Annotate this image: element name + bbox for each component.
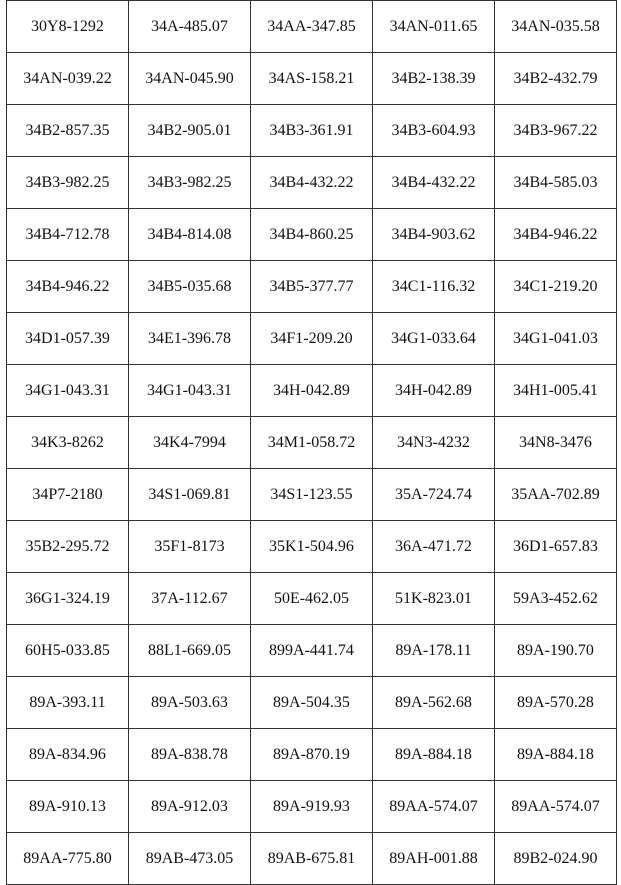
table-cell: 34S1-123.55 bbox=[251, 469, 373, 521]
table-cell: 34B2-905.01 bbox=[129, 105, 251, 157]
table-cell: 34S1-069.81 bbox=[129, 469, 251, 521]
table-row bbox=[7, 105, 617, 157]
table-cell: 34B4-946.22 bbox=[7, 261, 129, 313]
table-cell: 34B3-982.25 bbox=[129, 157, 251, 209]
table-cell: 89A-912.03 bbox=[129, 781, 251, 833]
table-cell: 34AA-347.85 bbox=[251, 1, 373, 53]
table-cell: 34D1-057.39 bbox=[7, 313, 129, 365]
table-body bbox=[7, 1, 617, 885]
table-row bbox=[7, 53, 617, 105]
table-row bbox=[7, 365, 617, 417]
table-cell: 34AN-045.90 bbox=[129, 53, 251, 105]
table-cell: 34B2-138.39 bbox=[373, 53, 495, 105]
table-row bbox=[7, 781, 617, 833]
table-cell: 34B4-432.22 bbox=[251, 157, 373, 209]
table-row bbox=[7, 833, 617, 885]
table-row bbox=[7, 469, 617, 521]
table-cell: 59A3-452.62 bbox=[495, 573, 617, 625]
table-cell: 34B4-903.62 bbox=[373, 209, 495, 261]
table-cell: 89A-393.11 bbox=[7, 677, 129, 729]
table-cell: 51K-823.01 bbox=[373, 573, 495, 625]
table-row bbox=[7, 209, 617, 261]
table-cell: 89A-570.28 bbox=[495, 677, 617, 729]
table-cell: 50E-462.05 bbox=[251, 573, 373, 625]
table-cell: 34M1-058.72 bbox=[251, 417, 373, 469]
table-row bbox=[7, 625, 617, 677]
table-cell: 34G1-043.31 bbox=[7, 365, 129, 417]
table-cell: 34P7-2180 bbox=[7, 469, 129, 521]
table-cell: 35AA-702.89 bbox=[495, 469, 617, 521]
table-cell: 35B2-295.72 bbox=[7, 521, 129, 573]
table-cell: 34B3-967.22 bbox=[495, 105, 617, 157]
table-row bbox=[7, 261, 617, 313]
table-cell: 89AA-574.07 bbox=[495, 781, 617, 833]
table-cell: 35K1-504.96 bbox=[251, 521, 373, 573]
table-cell: 34K3-8262 bbox=[7, 417, 129, 469]
table-cell: 34B5-035.68 bbox=[129, 261, 251, 313]
table-cell: 34G1-041.03 bbox=[495, 313, 617, 365]
table-cell: 88L1-669.05 bbox=[129, 625, 251, 677]
table-cell: 89A-884.18 bbox=[373, 729, 495, 781]
plate-number-table bbox=[6, 0, 617, 885]
table-cell: 34B5-377.77 bbox=[251, 261, 373, 313]
table-cell: 34B4-432.22 bbox=[373, 157, 495, 209]
table-row bbox=[7, 677, 617, 729]
table-cell: 34H1-005.41 bbox=[495, 365, 617, 417]
table-cell: 34B4-814.08 bbox=[129, 209, 251, 261]
table-row bbox=[7, 313, 617, 365]
table-cell: 89A-178.11 bbox=[373, 625, 495, 677]
table-cell: 34C1-116.32 bbox=[373, 261, 495, 313]
table-cell: 34N8-3476 bbox=[495, 417, 617, 469]
table-cell: 34G1-033.64 bbox=[373, 313, 495, 365]
table-row bbox=[7, 417, 617, 469]
table-cell: 36A-471.72 bbox=[373, 521, 495, 573]
table-cell: 89AA-775.80 bbox=[7, 833, 129, 885]
table-cell: 37A-112.67 bbox=[129, 573, 251, 625]
table-cell: 60H5-033.85 bbox=[7, 625, 129, 677]
table-row bbox=[7, 157, 617, 209]
table-cell: 34B2-432.79 bbox=[495, 53, 617, 105]
table-cell: 35A-724.74 bbox=[373, 469, 495, 521]
table-cell: 89A-504.35 bbox=[251, 677, 373, 729]
table-cell: 34H-042.89 bbox=[373, 365, 495, 417]
table-cell: 34N3-4232 bbox=[373, 417, 495, 469]
table-cell: 34B4-946.22 bbox=[495, 209, 617, 261]
table-cell: 89A-870.19 bbox=[251, 729, 373, 781]
table-cell: 89A-190.70 bbox=[495, 625, 617, 677]
table-cell: 34B3-604.93 bbox=[373, 105, 495, 157]
table-cell: 89A-910.13 bbox=[7, 781, 129, 833]
table-cell: 35F1-8173 bbox=[129, 521, 251, 573]
table-cell: 89A-838.78 bbox=[129, 729, 251, 781]
table-cell: 89B2-024.90 bbox=[495, 833, 617, 885]
table-cell: 34F1-209.20 bbox=[251, 313, 373, 365]
table-cell: 89AB-473.05 bbox=[129, 833, 251, 885]
table-cell: 34B3-361.91 bbox=[251, 105, 373, 157]
table-cell: 89A-562.68 bbox=[373, 677, 495, 729]
table-cell: 34AN-011.65 bbox=[373, 1, 495, 53]
table-cell: 36G1-324.19 bbox=[7, 573, 129, 625]
table-cell: 34H-042.89 bbox=[251, 365, 373, 417]
table-cell: 34G1-043.31 bbox=[129, 365, 251, 417]
table-cell: 34AN-039.22 bbox=[7, 53, 129, 105]
table-row bbox=[7, 521, 617, 573]
table-cell: 34B3-982.25 bbox=[7, 157, 129, 209]
table-cell: 36D1-657.83 bbox=[495, 521, 617, 573]
table-cell: 899A-441.74 bbox=[251, 625, 373, 677]
table-cell: 89A-503.63 bbox=[129, 677, 251, 729]
table-row bbox=[7, 573, 617, 625]
table-cell: 89AA-574.07 bbox=[373, 781, 495, 833]
table-cell: 30Y8-1292 bbox=[7, 1, 129, 53]
table-cell: 34B2-857.35 bbox=[7, 105, 129, 157]
table-cell: 89AH-001.88 bbox=[373, 833, 495, 885]
table-cell: 89A-919.93 bbox=[251, 781, 373, 833]
table-cell: 34E1-396.78 bbox=[129, 313, 251, 365]
table-cell: 89AB-675.81 bbox=[251, 833, 373, 885]
table-cell: 34B4-585.03 bbox=[495, 157, 617, 209]
table-cell: 34AS-158.21 bbox=[251, 53, 373, 105]
table-row bbox=[7, 1, 617, 53]
table-cell: 34A-485.07 bbox=[129, 1, 251, 53]
table-cell: 89A-884.18 bbox=[495, 729, 617, 781]
table-cell: 34B4-860.25 bbox=[251, 209, 373, 261]
table-cell: 34AN-035.58 bbox=[495, 1, 617, 53]
table-row bbox=[7, 729, 617, 781]
table-cell: 89A-834.96 bbox=[7, 729, 129, 781]
table-cell: 34K4-7994 bbox=[129, 417, 251, 469]
table-cell: 34B4-712.78 bbox=[7, 209, 129, 261]
table-cell: 34C1-219.20 bbox=[495, 261, 617, 313]
